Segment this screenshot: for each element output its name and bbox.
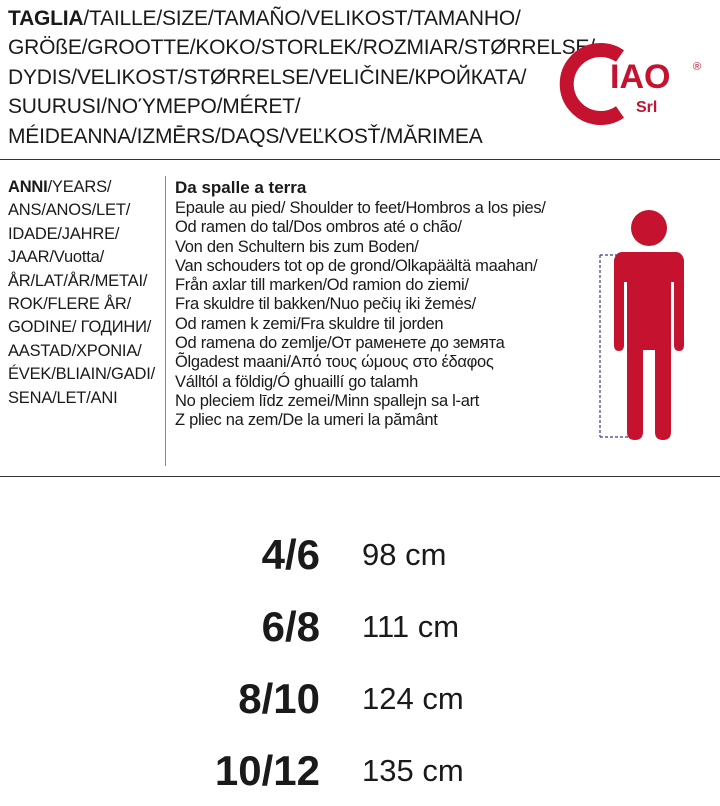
title-line: GRÖßE/GROOTTE/KOKO/STORLEK/ROZMIAR/STØRRELSE/: [8, 36, 595, 60]
measure-line: Z pliec na zem/De la umeri la pământ: [175, 411, 438, 430]
measure-line: Od ramen k zemi/Fra skuldre til jorden: [175, 314, 444, 333]
measure-line: Epaule au pied/ Shoulder to feet/Hombros a los pies/: [175, 199, 546, 217]
ciao-logo-icon: [558, 34, 718, 134]
size-label: 6/8: [261, 603, 320, 650]
title-line: MÉIDEANNA/IZMĒRS/DAQS/VEĽKOSŤ/MĂRIMEA: [8, 124, 483, 148]
years-line: AASTAD/ΧΡΟΝΙΑ/: [8, 341, 142, 360]
column-divider: [165, 176, 166, 466]
size-value: 98 cm: [362, 537, 447, 572]
logo-name: IAO: [610, 58, 671, 96]
size-row: [0, 520, 720, 590]
size-row: [0, 736, 720, 806]
years-line: ROK/FLERE ÅR/: [8, 295, 132, 314]
size-label: 4/6: [261, 531, 320, 578]
size-value: 111 cm: [362, 609, 460, 644]
measure-line: Od ramena do zemlje/От раменете до земята: [175, 334, 505, 353]
size-title: [8, 4, 595, 151]
size-label: 10/12: [214, 747, 320, 794]
years-line: ÅR/LAT/ÅR/METAI/: [8, 271, 148, 290]
years-column: [8, 176, 166, 410]
measure-line: Från axlar till marken/Od ramion do ziemi/: [175, 276, 469, 295]
measure-line: Von den Schultern bis zum Boden/: [175, 237, 419, 256]
years-line: ANS/ANOS/LET/: [8, 201, 131, 220]
measure-line: Válltól a földig/Ó ghuaillí go talamh: [175, 372, 418, 391]
years-text: /YEARS/: [47, 178, 112, 196]
measure-column: [175, 176, 585, 431]
title-text: /TAILLE/SIZE/TAMAÑO/VELIKOST/TAMANHO/: [83, 7, 521, 30]
ciao-logo: [558, 34, 718, 134]
title-bold: TAGLIA: [8, 7, 84, 30]
size-row: [0, 664, 720, 734]
years-line: SENA/LET/ANI: [8, 388, 118, 407]
top-divider: [0, 159, 720, 160]
person-silhouette-icon: [592, 200, 692, 450]
logo-registered: ®: [693, 61, 702, 73]
measure-line: Od ramen do tal/Dos ombros até o chão/: [175, 218, 462, 237]
years-bold: ANNI: [8, 178, 48, 196]
measure-line: Õlgadest maani/Από τους ώμους στο έδαφος: [175, 353, 494, 372]
years-line: GODINE/ ГОДИНИ/: [8, 318, 152, 337]
size-row: [0, 592, 720, 662]
measure-line: Van schouders tot op de grond/Olkapäältä maahan/: [175, 256, 538, 275]
title-line: SUURUSI/ΝΟΎΜΕΡΟ/MÉRET/: [8, 95, 301, 119]
size-value: 135 cm: [362, 753, 464, 788]
years-line: IDADE/JAHRE/: [8, 224, 120, 243]
years-line: [8, 176, 166, 199]
years-line: ÉVEK/BLIAIN/GADI/: [8, 365, 155, 384]
size-value: 124 cm: [362, 681, 464, 716]
title-line: DYDIS/VELIKOST/STØRRELSE/VELIČINE/КРОЙКАТА/: [8, 65, 527, 89]
measure-line: No pleciem līdz zemei/Minn spallejn sa l-art: [175, 391, 480, 410]
measure-title: Da spalle a terra: [175, 178, 307, 197]
title-line: [8, 4, 568, 33]
middle-divider: [0, 476, 720, 477]
logo-suffix: Srl: [636, 99, 658, 116]
measure-line: Fra skuldre til bakken/Nuo pečių iki žemės/: [175, 295, 476, 314]
size-label: 8/10: [238, 675, 320, 722]
years-line: JAAR/Vuotta/: [8, 248, 105, 267]
